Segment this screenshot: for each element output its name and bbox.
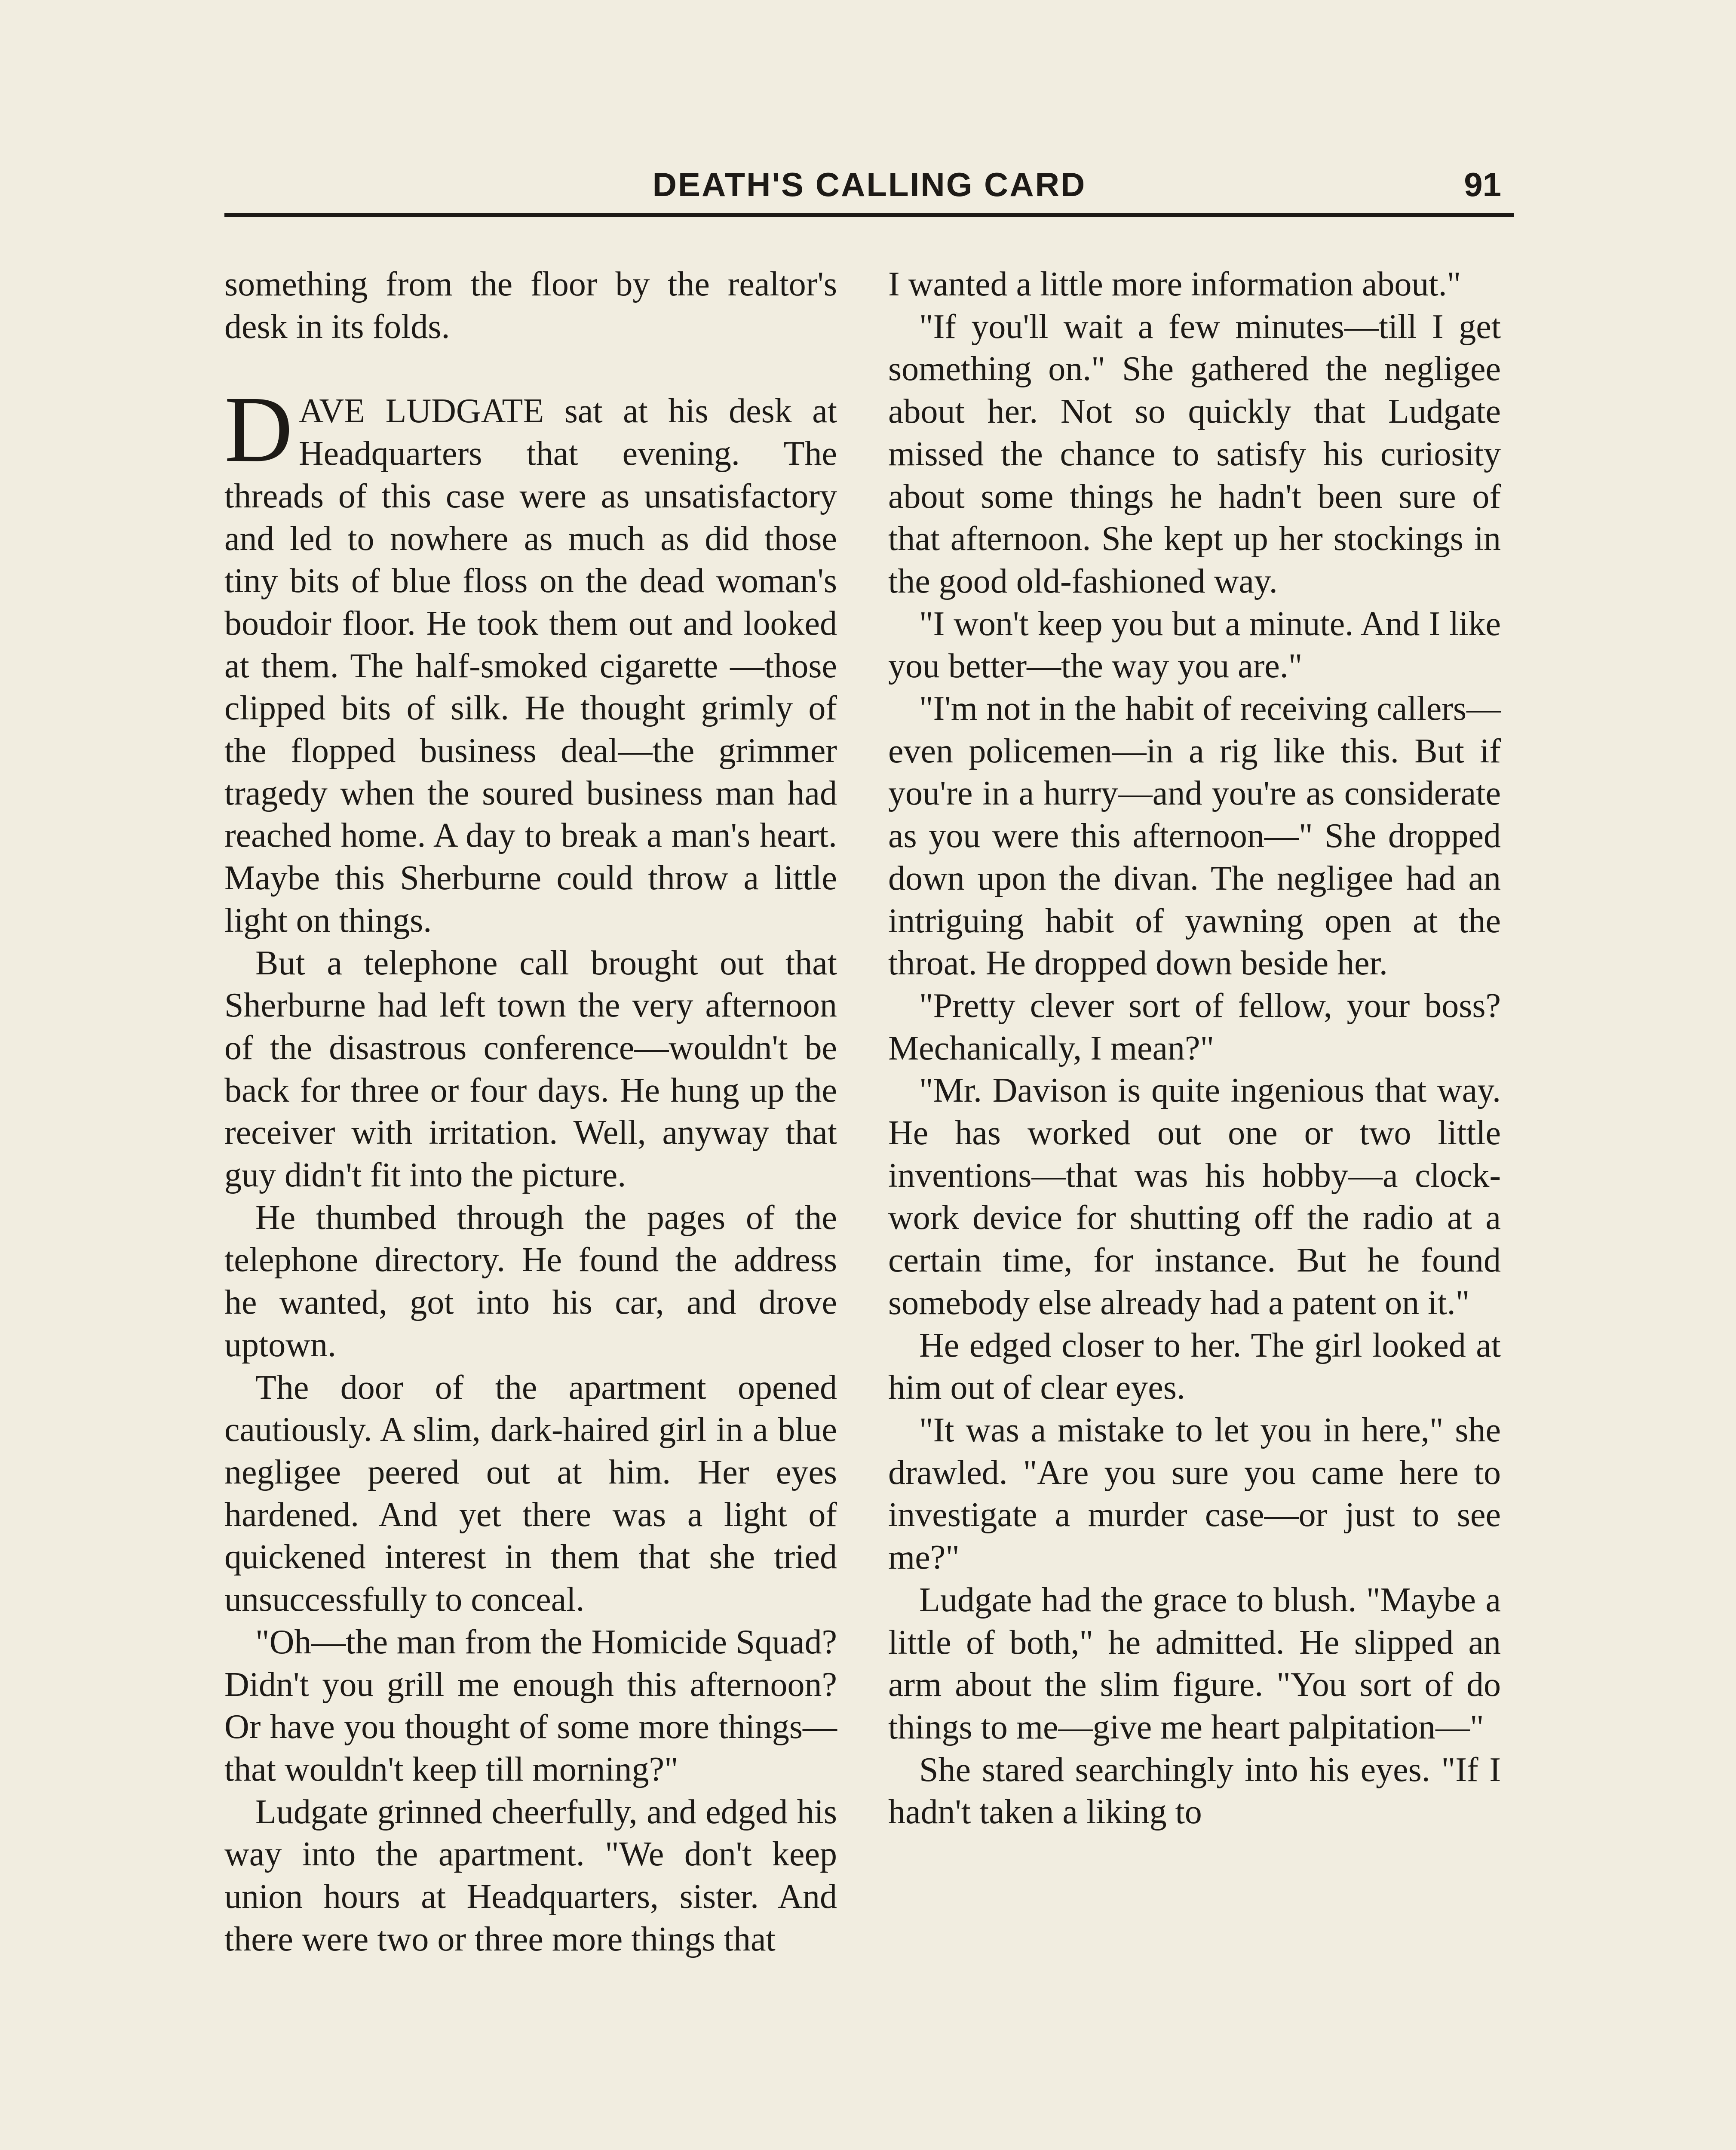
header-rule xyxy=(224,213,1514,217)
right-column xyxy=(888,263,1501,1834)
running-head xyxy=(224,163,1514,215)
left-column xyxy=(224,263,837,1960)
paragraph-text: sat at his desk at Headquarters that evening. The threads of this case were as unsatisfactory and led to nowhere as much as did those tiny bits of blue floss on the dead woman's boudoir floor. He took them out and looked at them. The half-smoked cigarette —those clipped bits of silk. He thought grimly of the flopped business deal—the grimmer tragedy when the soured business man had reached home. A day to break a man's heart. Maybe this Sherburne could throw a little light on things. xyxy=(224,392,837,940)
paragraph: He edged closer to her. The girl looked at him out of clear eyes. xyxy=(888,1326,1501,1407)
drop-cap: D xyxy=(224,377,293,482)
paragraph: I wanted a little more information about." xyxy=(888,265,1461,303)
paragraph: "If you'll wait a few minutes—till I get something on." She gathered the negligee about her. Not so quickly that Ludgate missed the chance to satisfy his curiosity about some things he hadn't been sure of that afternoon. She kept up her stockings in the good old-fashioned way. xyxy=(888,307,1501,600)
story-title: DEATH'S CALLING CARD xyxy=(652,166,1086,203)
paragraph: "I won't keep you but a minute. And I like you better—the way you are." xyxy=(888,605,1501,685)
paragraph: "Oh—the man from the Homicide Squad? Didn't you grill me enough this afternoon? Or have you thought of some more things—that wouldn't keep till morning?" xyxy=(224,1623,837,1788)
paragraph: He thumbed through the pages of the telephone directory. He found the address he wanted, got into his car, and drove uptown. xyxy=(224,1198,837,1364)
paragraph: The door of the apartment opened cautiously. A slim, dark-haired girl in a blue negligee peered out at him. Her eyes hardened. And yet there was a light of quickened interest in them that she tried unsuccessfully to conceal. xyxy=(224,1368,837,1619)
paragraph: "Pretty clever sort of fellow, your boss? Mechanically, I mean?" xyxy=(888,986,1501,1067)
paragraph: She stared searchingly into his eyes. "If I hadn't taken a liking to xyxy=(888,1751,1501,1831)
page-number: 91 xyxy=(1464,166,1501,203)
paragraph: "Mr. Davison is quite ingenious that way. He has worked out one or two little inventions—that was his hobby—a clock-work device for shutting off the radio at a certain time, for instance. But he found somebody else already had a patent on it." xyxy=(888,1072,1501,1322)
opening-paragraph xyxy=(224,377,837,942)
paragraph: But a telephone call brought out that Sherburne had left town the very afternoon of the disastrous conference—wouldn't be back for three or four days. He hung up the receiver with irritation. Well, anyway that guy didn't fit into the picture. xyxy=(224,944,837,1195)
paragraph: Ludgate grinned cheerfully, and edged his way into the apartment. "We don't keep union hours at Headquarters, sister. And there were two or three more things that xyxy=(224,1793,837,1958)
paragraph: something from the floor by the realtor's desk in its folds. xyxy=(224,265,837,346)
lead-in-words: AVE LUDGATE xyxy=(298,392,544,430)
paragraph: Ludgate had the grace to blush. "Maybe a little of both," he admitted. He slipped an arm about the slim figure. "You sort of do things to me—give me heart palpitation—" xyxy=(888,1581,1501,1746)
paragraph: "I'm not in the habit of receiving callers—even policemen—in a rig like this. But if you're in a hurry—and you're as considerate as you were this afternoon—" She dropped down upon the divan. The negligee had an intriguing habit of yawning open at the throat. He dropped down beside her. xyxy=(888,690,1501,983)
paragraph: "It was a mistake to let you in here," she drawled. "Are you sure you came here to investigate a murder case—or just to see me?" xyxy=(888,1411,1501,1577)
